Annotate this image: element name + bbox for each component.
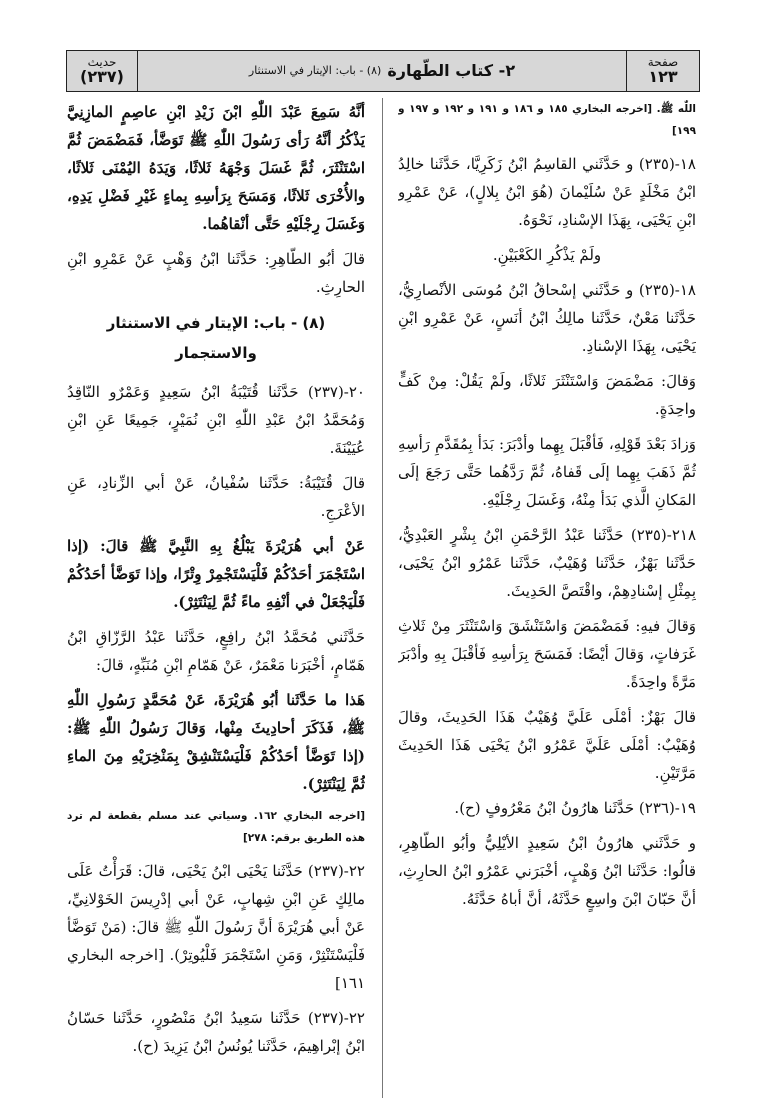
text-paragraph: قالَ قُتَيْبَةُ: حَدَّثَنا سُفْيانُ، عَنْ أبي الزِّنادِ، عَنِ الأعْرَجِ. [67,474,365,520]
page-label: صفحة [647,55,679,70]
book-title: ٢- كتاب الطّهارة [387,60,516,80]
text-paragraph: قالَ بَهْزٌ: أمْلَى عَلَيَّ وُهَيْبٌ هَذَا الحَدِيثَ، وقالَ وُهَيْبٌ: أمْلَى عَلَيَّ عَمْرُو ابْنُ يَحْيَى هَذَا الحَدِيثَ مَرَّتَيْنِ. [398,708,696,782]
text-paragraph: ٢٠-(٢٣٧) حَدَّثَنا قُتَيْبَةُ ابْنُ سَعِيدٍ وَعَمْرٌو النّاقِدُ وَمُحَمَّدُ ابْنُ عَبْدِ اللّٰهِ ابْنِ نُمَيْرٍ، جَمِيعًا عَنِ ابْنِ عُيَيْنَةَ. [67,383,365,457]
hadith-number-box [67,51,138,91]
text-paragraph: وَقالَ: مَضْمَضَ وَاسْتَنْثَرَ ثَلاثًا، ولَمْ يَقُلْ: مِنْ كَفٍّ واحِدَةٍ. [398,372,696,418]
text-paragraph: و حَدَّثَني هارُونُ ابْنُ سَعِيدٍ الأيْلِيُّ وأبُو الطّاهِرِ، قالُوا: حَدَّثَنا ابْنُ وَهْبٍ، أخْبَرَني عَمْرُو ابْنُ الحارِثِ، أنَّ حَبّانَ ابْنَ واسِعٍ حَدَّثَهُ، أنَّ أباهُ حَدَّثَهُ. [398,834,696,908]
text-paragraph: قالَ أبُو الطّاهِرِ: حَدَّثَنا ابْنُ وَهْبٍ عَنْ عَمْرِو ابْنِ الحارِثِ. [67,250,365,296]
hadith-label: حديث [87,55,117,70]
left-text-column [67,98,365,1098]
reference-note: اللّٰه ﷺ. [اخرجه البخاري ١٨٥ و ١٨٦ و ١٩١ و ١٩٢ و ١٩٧ و ١٩٩] [398,103,696,137]
text-paragraph: ١٨-(٢٣٥) و حَدَّثَني القاسِمُ ابْنُ زَكَرِيَّا، حَدَّثَنا خالِدُ ابْنُ مَخْلَدٍ عَنْ سُلَيْمانَ (هُوَ ابْنُ بِلالٍ)، عَنْ عَمْرِو ابْنِ يَحْيَى، بِهَذَا الإسْنادِ، نَحْوَهُ. [398,155,696,229]
text-paragraph: ٢١٨-(٢٣٥) حَدَّثَنا عَبْدُ الرَّحْمَنِ ابْنُ بِشْرٍ العَبْدِيُّ، حَدَّثَنا بَهْزٌ، حَدَّثَنا وُهَيْبٌ، حَدَّثَنا عَمْرُو ابْنُ يَحْيَى، بِمِثْلِ إسْنادِهِمْ، واقْتَصَّ الحَدِيثَ. [398,526,696,600]
page-number: ١٢٣ [648,66,678,86]
text-paragraph: وَزادَ بَعْدَ قَوْلِهِ، فَأقْبَلَ بِهِما وأدْبَرَ: بَدَأ بِمُقَدَّمِ رَأسِهِ ثُمَّ ذَهَبَ بِهِما إلَى قَفاهُ، ثُمَّ رَدَّهُما حَتَّى رَجَعَ إلَى المَكانِ الَّذي بَدَأ مِنْهُ، وَغَسَلَ رِجْلَيْهِ. [398,435,696,509]
chapter-heading: (٨) - باب: الإيتار في الاستنثار والاستجمار [106,314,326,362]
text-paragraph: هَذا ما حَدَّثَنا أبُو هُرَيْرَةَ، عَنْ مُحَمَّدٍ رَسُولِ اللّٰهِ ﷺ، فَذَكَرَ أحادِيثَ مِنْها، وَقالَ رَسُولُ اللّٰهِ ﷺ: (إذا تَوَضَّأ أحَدُكُمْ فَلْيَسْتَنْشِقْ بِمَنْخِرَيْهِ مِنَ الماءِ ثُمَّ لِيَنْتَثِرْ). [67,691,365,793]
text-paragraph: وَقالَ فيهِ: فَمَضْمَضَ وَاسْتَنْشَقَ وَاسْتَنْثَرَ مِنْ ثَلاثِ غَرَفاتٍ، وَقالَ أيْضًا: فَمَسَحَ بِرَأسِهِ فَأقْبَلَ بِهِ وأدْبَرَ مَرَّةً واحِدَةً. [398,617,696,691]
text-paragraph: أنَّهُ سَمِعَ عَبْدَ اللّٰهِ ابْنَ زَيْدِ ابْنِ عاصِمٍ المازِنِيَّ يَذْكُرُ أنَّهُ رَأى رَسُولَ اللّٰهِ ﷺ تَوَضَّأ، فَمَضْمَضَ ثُمَّ اسْتَنْثَرَ، ثُمَّ غَسَلَ وَجْهَهُ ثَلاثًا، وَيَدَهُ اليُمْنَى ثَلاثًا، والأُخْرَى ثَلاثًا، وَمَسَحَ بِرَأسِهِ بِماءٍ غَيْرِ فَضْلِ يَدِهِ، وَغَسَلَ رِجْلَيْهِ حَتَّى أنْقاهُما. [67,103,365,233]
reference-note: [اخرجه البخاري ١٦٢. وسياتي عند مسلم بقطعة لم ترد هذه الطريق برقم: ٢٧٨] [67,810,365,844]
text-paragraph: عَنْ أبي هُرَيْرَةَ يَبْلُغُ بِهِ النَّبِيَّ ﷺ قالَ: (إذا اسْتَجْمَرَ أحَدُكُمْ فَلْيَسْتَجْمِرْ وِتْرًا، وإذا تَوَضَّأ أحَدُكُمْ فَلْيَجْعَلْ في أنْفِهِ ماءً ثُمَّ لِيَنْتَثِرْ). [67,537,365,611]
right-text-column [398,98,696,1098]
column-divider [382,98,383,1098]
chapter-title: (٨) - باب: الإيتار في الاستنثار [248,64,382,78]
text-paragraph: ٢٢-(٢٣٧) حَدَّثَنا سَعِيدُ ابْنُ مَنْصُورٍ، حَدَّثَنا حَسّانُ ابْنُ إبْراهِيمَ، حَدَّثَنا يُونُسُ ابْنُ يَزِيدَ (ح). [67,1009,365,1055]
text-paragraph: ٢٢-(٢٣٧) حَدَّثَنا يَحْيَى ابْنُ يَحْيَى، قالَ: قَرَأْتُ عَلَى مالِكٍ عَنِ ابْنِ شِهابٍ، عَنْ أبي إدْرِيسَ الخَوْلانِيِّ، عَنْ أبي هُرَيْرَةَ أنَّ رَسُولَ اللّٰهِ ﷺ قالَ: (مَنْ تَوَضَّأ فَلْيَسْتَنْثِرْ، وَمَنِ اسْتَجْمَرَ فَلْيُوتِرْ). [اخرجه البخاري ١٦١] [67,862,365,992]
text-paragraph: ١٩-(٢٣٦) حَدَّثَنا هارُونُ ابْنُ مَعْرُوفٍ (ح). [454,799,696,817]
text-paragraph: حَدَّثَني مُحَمَّدُ ابْنُ رافِعٍ، حَدَّثَنا عَبْدُ الرَّزّاقِ ابْنُ هَمّامٍ، أخْبَرَنا مَعْمَرٌ، عَنْ هَمّامِ ابْنِ مُنَبِّهٍ، قالَ: [67,628,365,674]
hadith-number: (٢٣٧) [80,66,124,86]
page-number-box [626,51,699,91]
running-header [66,50,700,92]
text-paragraph: ١٨-(٢٣٥) و حَدَّثَني إسْحاقُ ابْنُ مُوسَى الأنْصارِيُّ، حَدَّثَنا مَعْنٌ، حَدَّثَنا مالِكُ ابْنُ أنَسٍ، عَنْ عَمْرِو ابْنِ يَحْيَى، بِهَذَا الإسْنادِ. [398,281,696,355]
text-paragraph: ولَمْ يَذْكُرِ الكَعْبَيْنِ. [492,246,602,264]
header-title [139,51,625,91]
